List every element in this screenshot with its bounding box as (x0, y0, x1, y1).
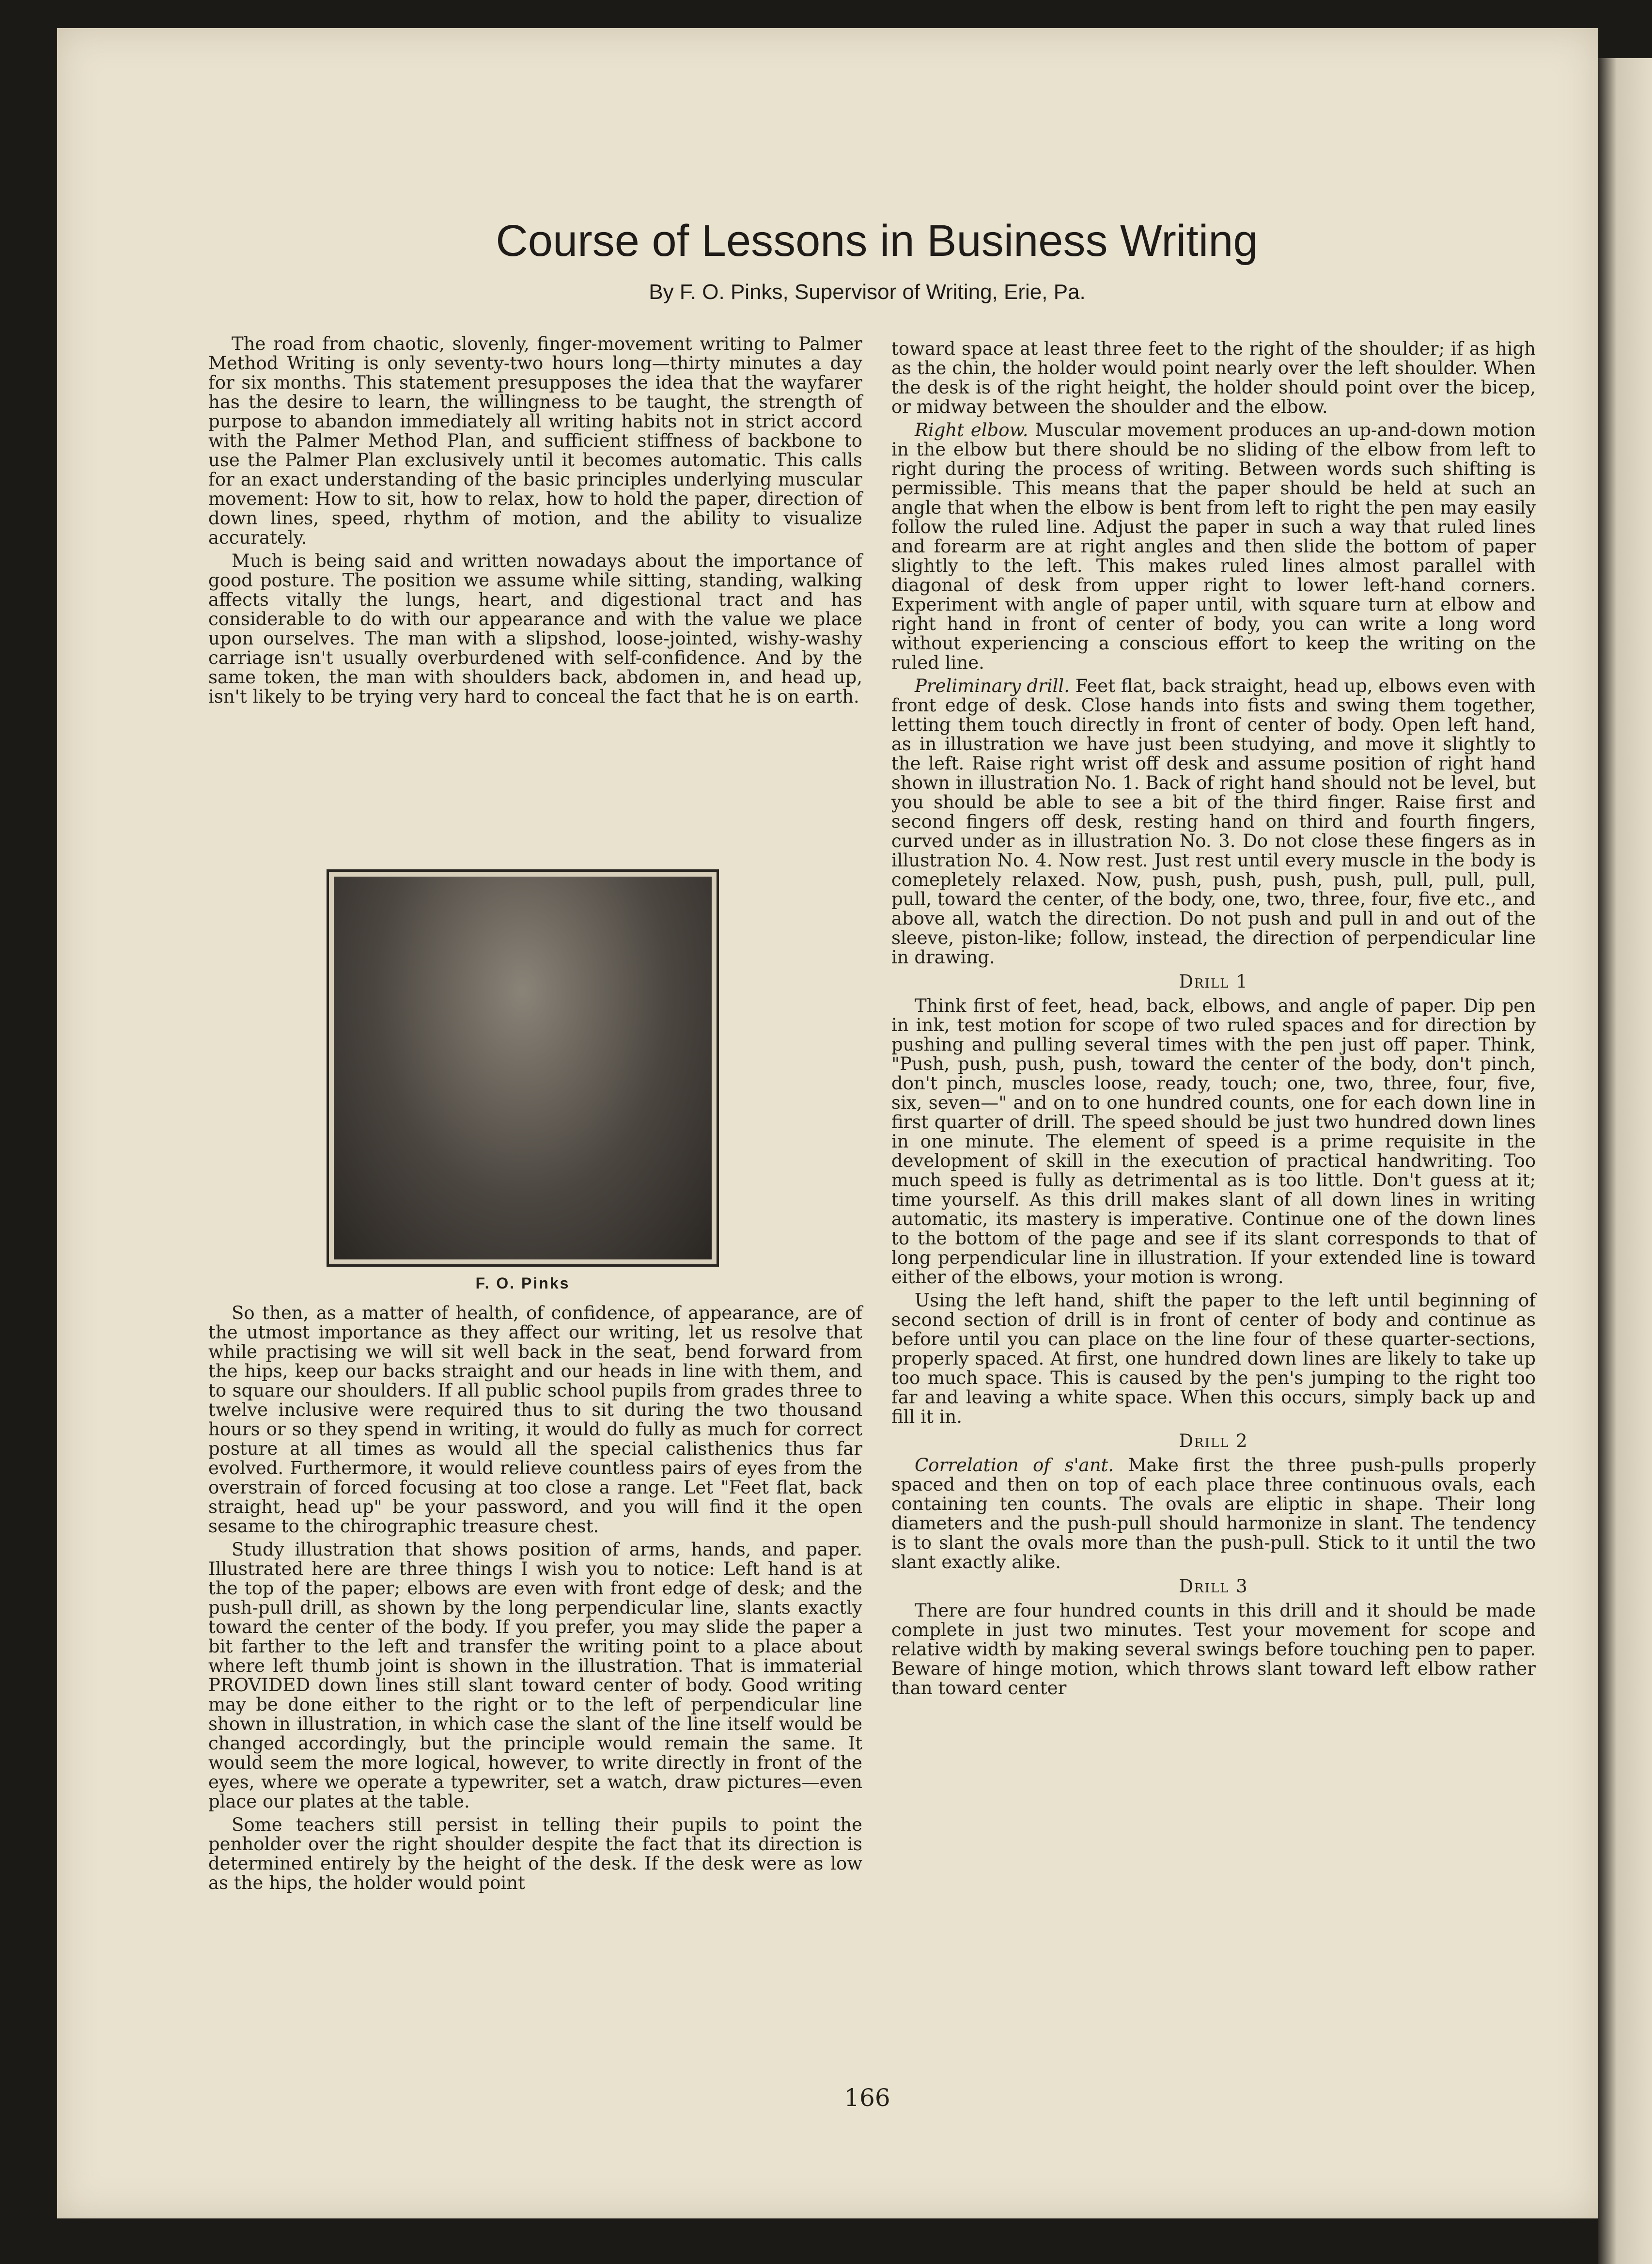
paragraph-lead: Right elbow. (915, 420, 1029, 440)
article-title: Course of Lessons in Business Writing (496, 216, 1258, 266)
paragraph: Using the left hand, shift the paper to the left until beginning of second section of drill is in front of center of body and continue as before until you can place on the line four of these quarter-sections, properly spaced. At first, one hundred down lines are likely to take up too much space. This is caused by the pen's jumping to the right too far and leaving a white space. When this occurs, simply back up and fill it in. (891, 1290, 1536, 1427)
portrait-photo (334, 877, 712, 1259)
paragraph: There are four hundred counts in this drill and it should be made complete in just two minutes. Test your movement for scope and relative width by making several swings before touching pen to paper. Beware of hinge motion, which throws slant toward left elbow rather than toward center (891, 1600, 1536, 1698)
paragraph-text: Make first the three push-pulls properly spaced and then on top of each place three continuous ovals, each containing ten counts. The ovals are eliptic in shape. Their long diameters and the push-pull should harmonize in slant. The tendency is to slant the ovals more than the push-pull. Stick to it until the two slant exactly alike. (891, 1455, 1536, 1572)
paragraph-lead: Preliminary drill. (915, 676, 1070, 696)
paragraph: Much is being said and written nowadays about the importance of good posture. The position we assume while sitting, standing, walking affects vitally the lungs, heart, and digestional tract and has considerable to do with our appearance and with the value we place upon ourselves. The man with a slipshod, loose-jointed, wishy-washy carriage isn't usually overburdened with self-confidence. And by the same token, the man with shoulders back, abdomen in, and head up, isn't likely to be trying very hard to conceal the fact that he is on earth. (208, 550, 862, 707)
paragraph: toward space at least three feet to the right of the shoulder; if as high as the chin, the holder would point nearly over the left shoulder. When the desk is of the right height, the holder should point over the bicep, or midway between the shoulder and the elbow. (891, 338, 1536, 417)
portrait-caption: F. O. Pinks (475, 1274, 570, 1292)
paragraph (891, 421, 1536, 673)
paragraph: The road from chaotic, slovenly, finger-movement writing to Palmer Method Writing is only seventy-two hours long—thirty minutes a day for six months. This statement presupposes the idea that the wayfarer has the desire to learn, the willingness to be taught, the strength of purpose to abandon immediately all writing habits not in strict accord with the Palmer Method Plan, and sufficient stiffness of backbone to use the Palmer Plan exclusively until it becomes automatic. This calls for an exact understanding of the basic principles underlying muscular movement: How to sit, how to relax, how to hold the paper, direction of down lines, speed, rhythm of motion, and the ability to visualize accurately. (208, 333, 862, 548)
section-heading-drill-3: Drill 3 (1179, 1576, 1248, 1597)
paragraph: Think first of feet, head, back, elbows, and angle of paper. Dip pen in ink, test motion for scope of two ruled spaces and for direction by pushing and pulling several times with the pen just off paper. Think, "Push, push, push, push, toward the center of the body, don't pinch, don't pinch, muscles loose, ready, touch; one, two, three, four, five, six, seven—" and on to one hundred counts, one for each down line in first quarter of drill. The speed should be just two hundred down lines in one minute. The element of speed is a prime requisite in the development of skill in the execution of practical handwriting. Too much speed is fully as detrimental as is too little. Don't guess at it; time yourself. As this drill makes slant of all down lines in writing automatic, its mastery is imperative. Continue one of the down lines to the bottom of the page and see if its slant corresponds to that of long perpendicular line in illustration. If your extended line is toward either of the elbows, your motion is wrong. (891, 995, 1536, 1288)
paragraph-lead: Correlation of s'ant. (915, 1455, 1114, 1476)
page-number: 166 (844, 2084, 890, 2112)
paragraph (891, 1456, 1536, 1572)
left-column-top (208, 334, 862, 710)
paragraph (891, 676, 1536, 967)
paragraph: So then, as a matter of health, of confidence, of appearance, are of the utmost importance as they affect our writing, let us resolve that while practising we will sit well back in the seat, bend forward from the hips, keep our backs straight and our heads in line with them, and to square our shoulders. If all public school pupils from grades three to twelve inclusive were required thus to sit during the two thousand hours or so they spend in writing, it would do fully as much for correct posture at all times as would all the special calisthenics thus far evolved. Furthermore, it would relieve countless pairs of eyes from the overstrain of forced focusing at too close a range. Let "Feet flat, back straight, head up" be your password, and you will find it the open sesame to the chirographic treasure chest. (208, 1303, 862, 1537)
right-column (891, 339, 1536, 1702)
paragraph: Study illustration that shows position of arms, hands, and paper. Illustrated here are three things I wish you to notice: Left hand is at the top of the paper; elbows are even with front edge of desk; and the push-pull drill, as shown by the long perpendicular line, slants exactly toward the center of the body. If you prefer, you may slide the paper a bit farther to the left and transfer the writing point to a place about where left thumb joint is shown in the illustration. That is immaterial PROVIDED down lines still slant toward center of body. Good writing may be done either to the right or to the left of perpendicular line shown in illustration, in which case the slant of the line itself would be changed accordingly, but the principle would remain the same. It would seem the more logical, however, to write directly in front of the eyes, where we operate a typewriter, set a watch, draw pictures—even place our plates at the table. (208, 1539, 862, 1812)
section-heading-drill-1: Drill 1 (1179, 971, 1248, 992)
left-column-bottom (208, 1304, 862, 1897)
article-byline: By F. O. Pinks, Supervisor of Writing, Erie, Pa. (649, 280, 1086, 304)
paragraph-text: Feet flat, back straight, head up, elbows even with front edge of desk. Close hands into fists and swing them together, letting them touch directly in front of center of body. Open left hand, as in illustration we have just been studying, and move it slightly to the left. Raise right wrist off desk and assume position of right hand shown in illustration No. 1. Back of right hand should not be level, but you should be able to see a bit of the third finger. Raise first and second fingers off desk, resting hand on third and fourth fingers, curved under as in illustration No. 3. Do not close these fingers as in illustration No. 4. Now rest. Just rest until every muscle in the body is comepletely relaxed. Now, push, push, push, push, pull, pull, pull, pull, toward the center, of the body, one, two, three, four, five etc., and above all, watch the direction. Do not push and pull in and out of the sleeve, piston-like; follow, instead, the direction of perpendicular line in drawing. (891, 676, 1536, 968)
adjacent-page-edge (1598, 58, 1652, 2264)
author-portrait (327, 869, 719, 1267)
paragraph-text: Muscular movement produces an up-and-down motion in the elbow but there should be no sliding of the elbow from left to right during the process of writing. Between words such shifting is permissible. This means that the paper should be held at such an angle that when the elbow is bent from left to right the pen may easily follow the ruled line. Adjust the paper in such a way that ruled lines and forearm are at right angles and then slide the bottom of paper slightly to the left. This makes ruled lines almost parallel with diagonal of desk from upper right to lower left-hand corners. Experiment with angle of paper until, with square turn at elbow and right hand in front of center of body, you can write a long word without experiencing a conscious effort to keep the writing on the ruled line. (891, 420, 1536, 673)
paragraph: Some teachers still persist in telling their pupils to point the penholder over the right shoulder despite the fact that its direction is determined entirely by the height of the desk. If the desk were as low as the hips, the holder would point (208, 1814, 862, 1893)
section-heading-drill-2: Drill 2 (1179, 1431, 1248, 1451)
